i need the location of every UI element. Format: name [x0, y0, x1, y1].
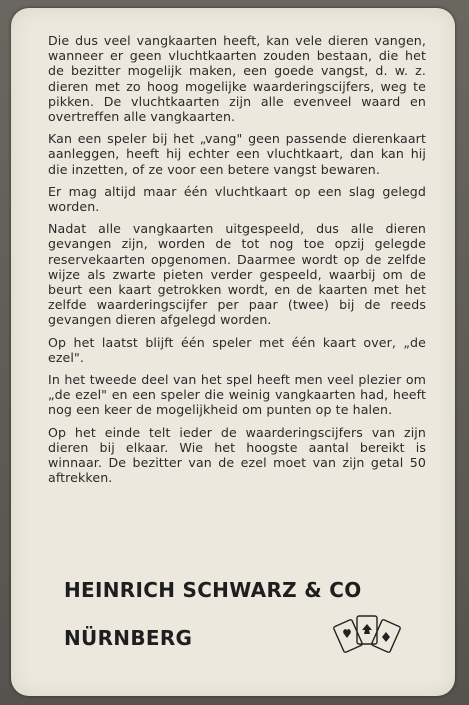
playing-cards-logo-icon — [332, 612, 402, 656]
rules-paragraph-7: Op het einde telt ieder de waarderingscijfers van zijn dieren bij elkaar. Wie het hoogste aantal bereikt is winnaar. De bezitter van de ezel moet van zijn getal 50 aftrekken. — [48, 424, 426, 486]
rules-paragraph-6: In het tweede deel van het spel heeft men veel plezier om „de ezel" en een speler die weinig vangkaarten had, heeft nog een keer de mogelijkheid om punten op te halen. — [48, 372, 426, 418]
rules-text — [48, 33, 426, 492]
rules-paragraph-3: Er mag altijd maar één vluchtkaart op een slag gelegd worden. — [48, 183, 426, 215]
rules-paragraph-5: Op het laatst blijft één speler met één kaart over, „de ezel". — [48, 334, 426, 365]
rules-paragraph-1: Die dus veel vangkaarten heeft, kan vele dieren vangen, wanneer er geen vluchtkaarten zouden bestaan, die het de bezitter mogelijk maken, een goede vangst, d. w. z. dieren met zo hoog mogelijke waarderingscijfers, weg te pikken. De vluchtkaarten zijn alle evenveel waard en overtreffen alle vangkaarten. — [48, 33, 426, 125]
publisher-name: HEINRICH SCHWARZ & CO — [64, 578, 362, 602]
rules-paragraph-2: Kan een speler bij het „vang" geen passende dierenkaart aanleggen, heeft hij echter een vluchtkaart, dan kan hij die inzetten, of ze voor een betere vangst bewaren. — [48, 131, 426, 177]
rules-paragraph-4: Nadat alle vangkaarten uitgespeeld, dus alle dieren gevangen zijn, worden de tot nog toe opzij gelegde reservekaarten opgenomen. Daarmee wordt op de zelfde wijze als zwarte pieten verder gespeeld, waarbij om de beurt een kaart getrokken wordt, en de kaarten met het zelfde waarderingscijfer per paar (twee) bij de reeds gevangen dieren afgelegd worden. — [48, 221, 426, 328]
publisher-city: NÜRNBERG — [64, 626, 193, 650]
